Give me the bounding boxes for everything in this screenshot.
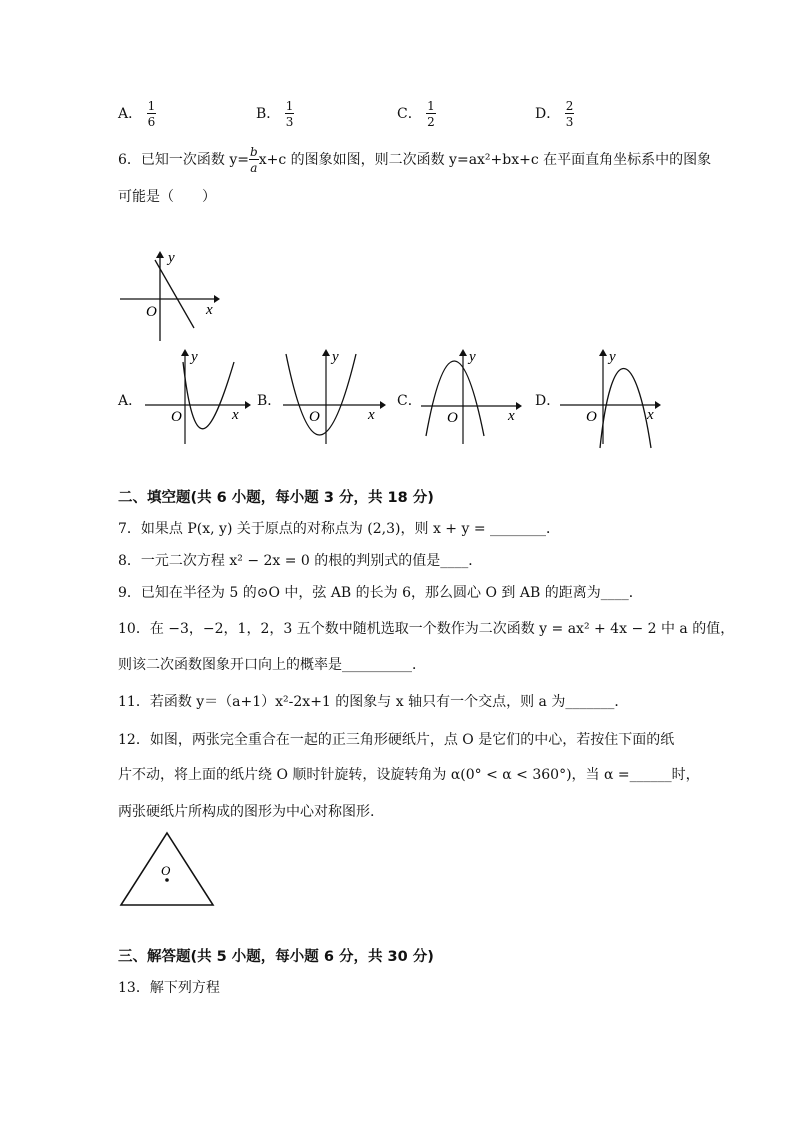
option-d-graph [555,344,670,454]
axis-label-y: y [609,349,616,365]
q10-text-line1: 10．在 −3，−2，1，2，3 五个数中随机选取一个数作为二次函数 y = ax² + 4x − 2 中 a 的值， [118,621,735,637]
axis-label-x: x [206,302,213,318]
q5-option-label: A． [118,106,143,122]
equilateral-triangle-figure [116,830,218,910]
origin-label: O [309,409,320,425]
q8-text: 8．一元二次方程 x² − 2x = 0 的根的判别式的值是____． [118,553,483,569]
axis-label-x: x [368,407,375,423]
q5-option-fraction: $\frac{1}{6}$ [147,99,156,129]
section3-title: 三、解答题(共 5 小题，每小题 6 分，共 30 分) [118,949,434,965]
option-b-graph [278,344,393,454]
q12-text-line1: 12．如图，两张完全重合在一起的正三角形硬纸片，点 O 是它们的中心，若按住下面的纸 [118,732,675,748]
option-a-graph [140,344,255,454]
q11-text: 11．若函数 y＝（a+1）x²-2x+1 的图象与 x 轴只有一个交点，则 a 为_______． [118,694,629,710]
section2-title: 二、填空题(共 6 小题，每小题 3 分，共 18 分) [118,490,434,506]
q12-text-line3: 两张硬纸片所构成的图形为中心对称图形. [118,804,375,820]
q12-text-line2: 片不动，将上面的纸片绕 O 顺时针旋转，设旋转角为 α(0° < α < 360°)，当 α =______时， [118,767,700,783]
q5-option-a [118,100,156,128]
q6-text: 6．已知一次函数 y= $\frac{b}{a}$ x+c 的图象如图，则二次函数 y=ax²+bx+c 在平面直角坐标系中的图象 [118,145,712,175]
q6-fraction: $\frac{b}{a}$ [250,145,258,175]
origin-label: O [171,409,182,425]
origin-label: O [447,410,458,426]
axis-label-y: y [168,250,175,266]
axis-label-y: y [191,349,198,365]
q5-option-fraction: $\frac{1}{2}$ [427,99,435,129]
axis-label-x: x [647,407,654,423]
q5-option-label: B． [256,106,281,122]
q5-option-fraction: $\frac{1}{3}$ [285,99,294,129]
axis-label-x: x [232,407,239,423]
linear-function-graph [112,246,222,346]
axis-label-y: y [469,349,476,365]
option-c-graph [416,344,531,454]
q13-text: 13．解下列方程 [118,980,220,996]
axis-label-y: y [332,349,339,365]
q9-text: 9．已知在半径为 5 的⊙O 中，弦 AB 的长为 6，那么圆心 O 到 AB 的距离为____． [118,585,643,601]
q5-option-label: D． [535,106,561,122]
q5-option-fraction: $\frac{2}{3}$ [565,99,574,129]
q6-text-line2: 可能是（ ） [118,189,216,205]
q6-option-d-label: D． [535,393,561,409]
q5-option-c [397,100,436,128]
axis-label-x: x [508,408,515,424]
q6-option-a-label: A． [118,393,143,409]
q5-option-d [535,100,574,128]
center-label: O [161,863,171,878]
q7-text: 7．如果点 P(x, y) 关于原点的对称点为 (2,3)，则 x + y = ________． [118,521,561,537]
q6-option-b-label: B． [257,393,282,409]
q6-option-c-label: C． [397,393,422,409]
q5-option-label: C． [397,106,422,122]
q5-option-b [256,100,294,128]
origin-label: O [586,409,597,425]
center-point [165,878,169,882]
q10-text-line2: 则该二次函数图象开口向上的概率是__________． [118,657,426,673]
origin-label: O [146,304,157,320]
